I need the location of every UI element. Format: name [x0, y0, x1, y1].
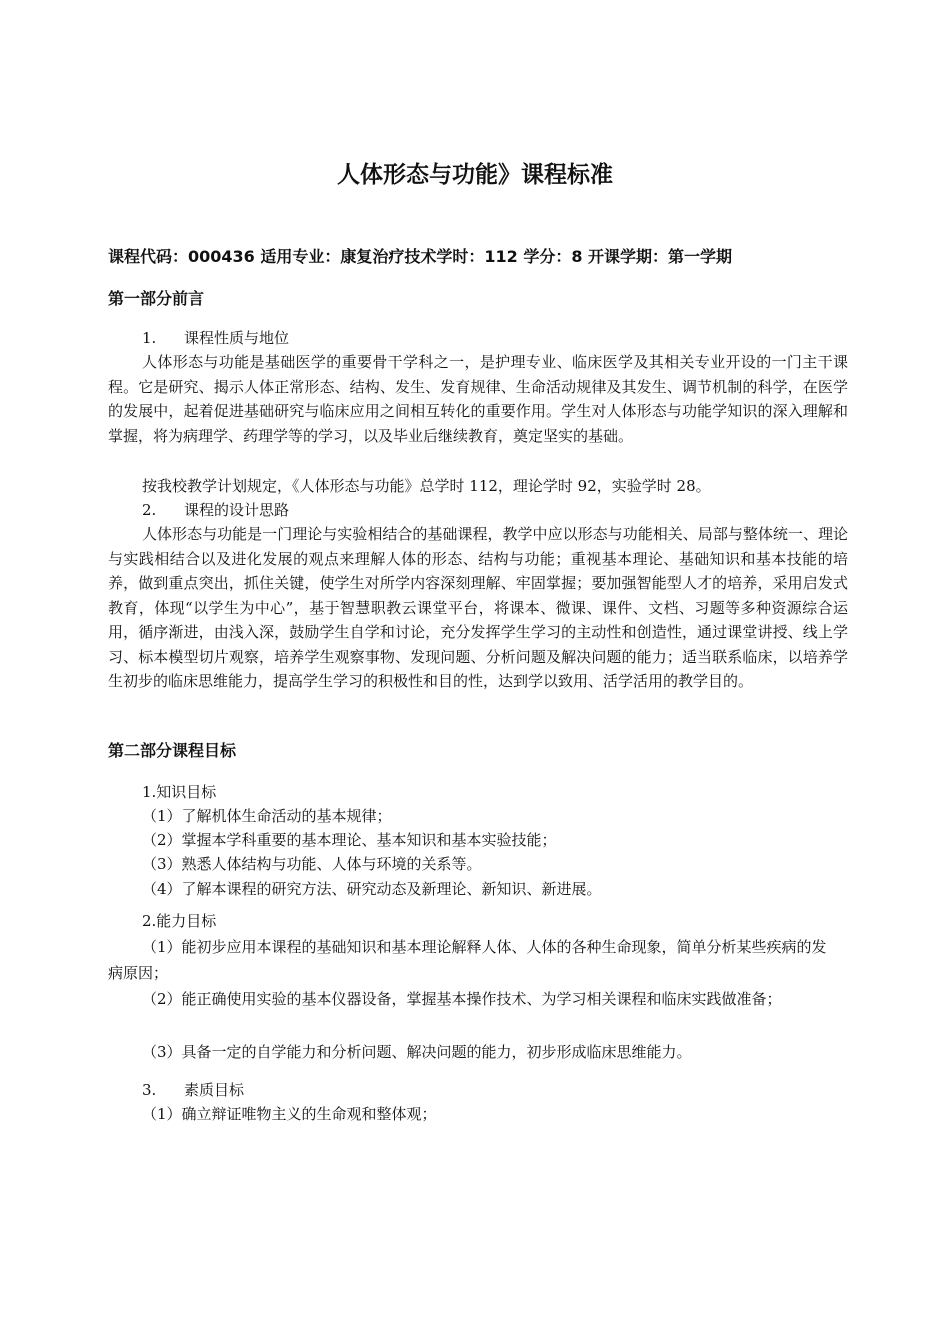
- knowledge-goal-item: （2）掌握本学科重要的基本理论、基本知识和基本实验技能；: [142, 831, 557, 849]
- quality-goals-number: 3.: [142, 1081, 157, 1099]
- knowledge-goal-item: （1）了解机体生命活动的基本规律；: [142, 807, 392, 825]
- section-1-label: 课程性质与地位: [184, 329, 290, 347]
- section-2-label: 课程的设计思路: [184, 501, 290, 519]
- section-1-heading: [142, 327, 289, 349]
- section-1-number: 1.: [142, 329, 157, 347]
- knowledge-goal-item: （3）熟悉人体结构与功能、人体与环境的关系等。: [142, 855, 482, 873]
- section-2-number: 2.: [142, 501, 157, 519]
- ability-goals-title: 2.能力目标: [142, 912, 217, 930]
- ability-goal-item: （2）能正确使用实验的基本仪器设备，掌握基本操作技术、为学习相关课程和临床实践做准备；: [142, 990, 782, 1008]
- document-title: 人体形态与功能》课程标准: [337, 162, 613, 188]
- section-2-heading: [142, 499, 289, 521]
- paragraph-design-idea: 人体形态与功能是一门理论与实验相结合的基础课程，教学中应以形态与功能相关、局部与整体统一、理论与实践相结合以及进化发展的观点来理解人体的形态、结构与功能；重视基本理论、基础知识和基本技能的培养，做到重点突出，抓住关键，使学生对所学内容深刻理解、牢固掌握；要加强智能型人才的培养，采用启发式教育，体现“以学生为中心”，基于智慧职教云课堂平台，将课本、微课、课件、文档、习题等多种资源综合运用，循序渐进，由浅入深，鼓励学生自学和讨论，充分发挥学生学习的主动性和创造性，通过课堂讲授、线上学习、标本模型切片观察，培养学生观察事物、发现问题、分析问题及解决问题的能力；适当联系临床，以培养学生初步的临床思维能力，提高学生学习的积极性和目的性，达到学以致用、活学活用的教学目的。: [108, 525, 848, 690]
- knowledge-goal-item: （4）了解本课程的研究方法、研究动态及新理论、新知识、新进展。: [142, 880, 602, 898]
- ability-goal-item: （3）具备一定的自学能力和分析问题、解决问题的能力，初步形成临床思维能力。: [142, 1043, 692, 1061]
- paragraph-course-hours: 按我校教学计划规定，《人体形态与功能》总学时 112，理论学时 92，实验学时 28。: [142, 477, 711, 495]
- quality-goals-title: [142, 1079, 244, 1101]
- part1-heading: 第一部分前言: [108, 289, 205, 308]
- part2-heading: 第二部分课程目标: [108, 741, 237, 760]
- quality-goal-item: （1）确立辩证唯物主义的生命观和整体观；: [142, 1105, 437, 1123]
- paragraph-course-nature: 人体形态与功能是基础医学的重要骨干学科之一，是护理专业、临床医学及其相关专业开设的一门主干课程。它是研究、揭示人体正常形态、结构、发生、发育规律、生命活动规律及其发生、调节机制的科学，在医学的发展中，起着促进基础研究与临床应用之间相互转化的重要作用。学生对人体形态与功能学知识的深入理解和掌握，将为病理学、药理学等的学习，以及毕业后继续教育，奠定坚实的基础。: [108, 353, 848, 445]
- ability-goal-item: （1）能初步应用本课程的基础知识和基本理论解释人体、人体的各种生命现象，简单分析某些疾病的发病原因；: [108, 938, 827, 982]
- knowledge-goals-title: 1.知识目标: [142, 783, 217, 801]
- quality-goals-label: 素质目标: [184, 1081, 245, 1099]
- course-meta-line: 课程代码：000436 适用专业：康复治疗技术学时：112 学分：8 开课学期：第一学期: [108, 247, 733, 266]
